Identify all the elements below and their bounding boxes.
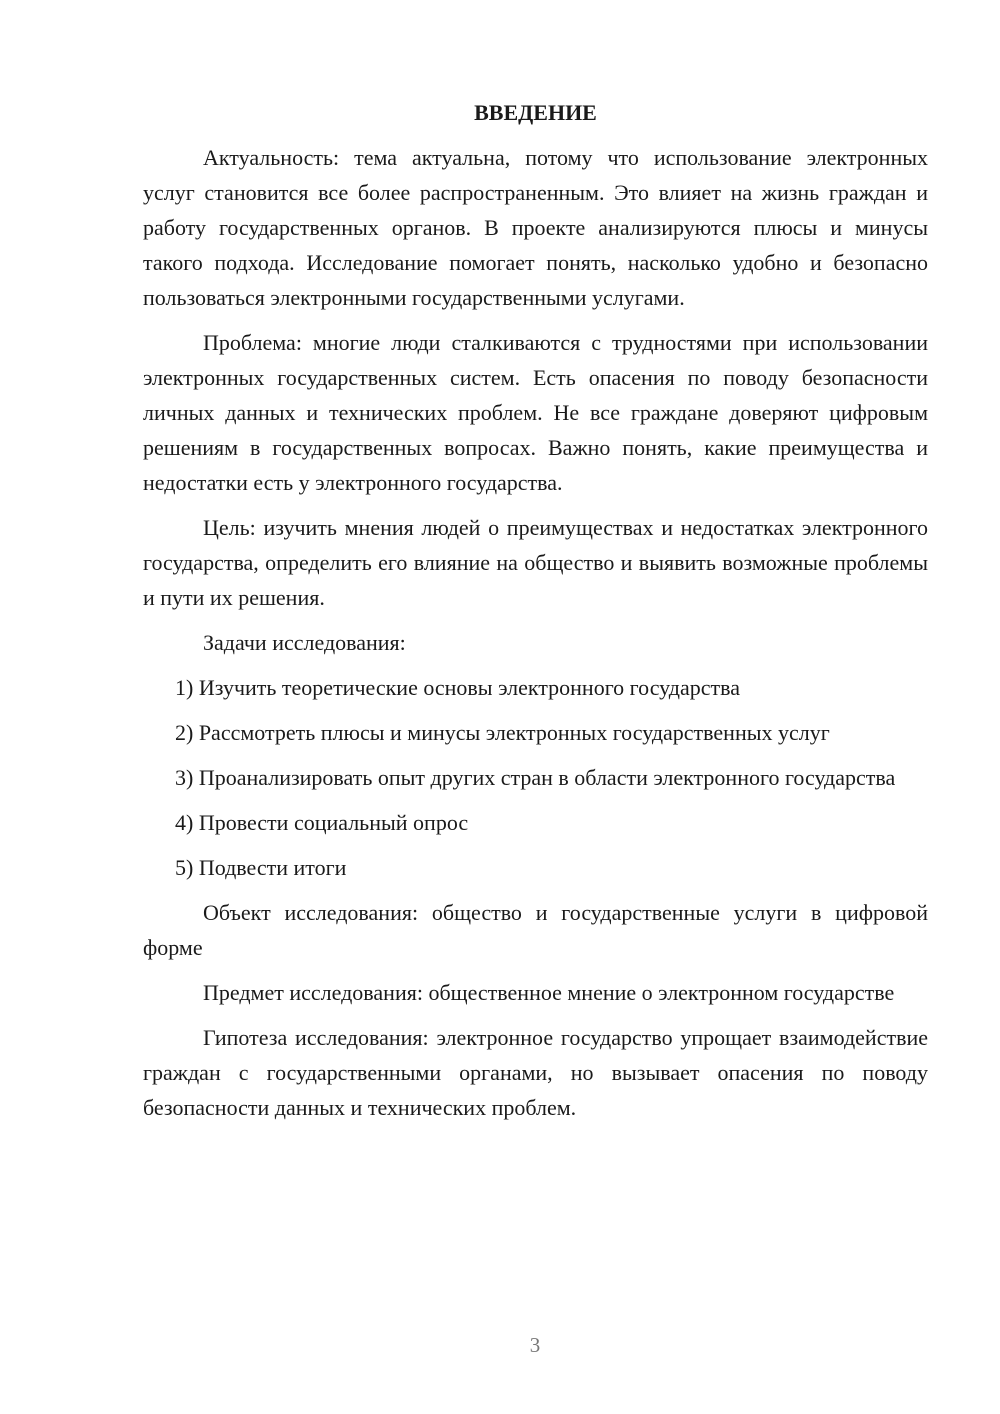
object-paragraph: Объект исследования: общество и государственные услуги в цифровой форме — [143, 900, 928, 960]
subject-paragraph: Предмет исследования: общественное мнение о электронном государстве — [203, 980, 895, 1005]
hypothesis-paragraph: Гипотеза исследования: электронное государство упрощает взаимодействие граждан с государственными органами, но вызывает опасения по поводу безопасности данных и технических проблем. — [143, 1025, 928, 1120]
list-item: 3) Проанализировать опыт других стран в области электронного государства — [175, 765, 896, 790]
page-number: 3 — [529, 1333, 541, 1357]
list-item: 5) Подвести итоги — [175, 855, 347, 880]
page-title: ВВЕДЕНИЕ — [474, 100, 597, 125]
goal-paragraph: Цель: изучить мнения людей о преимуществах и недостатках электронного государства, определить его влияние на общество и выявить возможные проблемы и пути их решения. — [143, 515, 928, 610]
list-item: 4) Провести социальный опрос — [175, 810, 469, 835]
tasks-heading: Задачи исследования: — [203, 630, 406, 655]
list-item: 1) Изучить теоретические основы электронного государства — [175, 675, 740, 700]
tasks-list — [143, 670, 928, 885]
problem-paragraph: Проблема: многие люди сталкиваются с трудностями при использовании электронных государственных систем. Есть опасения по поводу безопасности личных данных и технических проблем. Не все граждане доверяют цифровым решениям в государственных вопросах. Важно понять, какие преимущества и недостатки есть у электронного государства. — [143, 330, 928, 495]
relevance-paragraph: Актуальность: тема актуальна, потому что использование электронных услуг становится все более распространенным. Это влияет на жизнь граждан и работу государственных органов. В проекте анализируются плюсы и минусы такого подхода. Исследование помогает понять, насколько удобно и безопасно пользоваться электронными государственными услугами. — [143, 145, 928, 310]
page-content — [143, 95, 928, 1135]
list-item: 2) Рассмотреть плюсы и минусы электронных государственных услуг — [175, 720, 830, 745]
